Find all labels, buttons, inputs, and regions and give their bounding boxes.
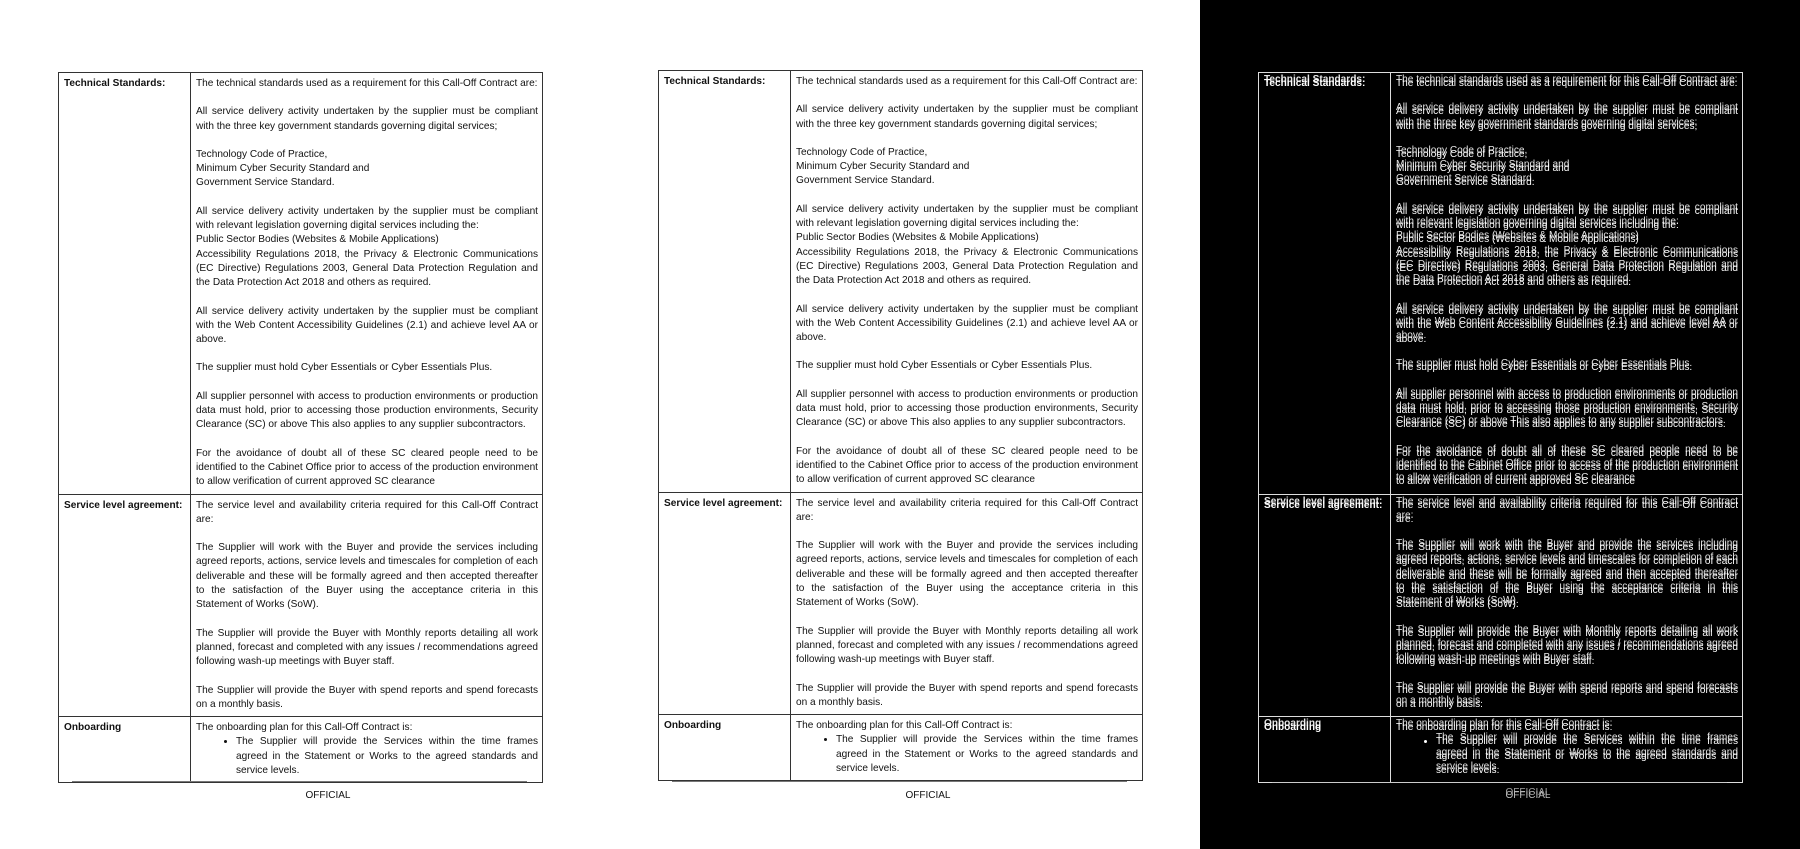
table-row (59, 494, 543, 717)
row-label-technical-standards: Technical Standards: (59, 73, 191, 495)
list-item: • The Supplier will provide the Services within the time frames agreed in the Statement or Works to the agreed standards and service levels. (1436, 735, 1738, 778)
table-row (59, 717, 543, 783)
row-content-service-level: The service level and availability criteria required for this Call-Off Contract are: The Supplier will work with the Buyer and provide the services including agreed reports, actions, service levels and timescales for completion of each deliverable and these will be formally agreed and then accepted thereafter to the satisfaction of the Buyer using the acceptance criteria in this Statement of Works (SoW). The Supplier will provide the Buyer with Monthly reports detailing all work planned, forecast and completed with any issues / recommendations agreed following wash-up meetings with Buyer staff. The Supplier will provide the Buyer with spend reports and spend forecasts on a monthly basis. (191, 494, 543, 717)
row-label-service-level: Service level agreement: (1259, 494, 1391, 717)
table-row (59, 73, 543, 495)
footer-divider (1272, 782, 1727, 783)
contract-table (58, 72, 543, 783)
onboarding-bullet-list (1396, 735, 1738, 778)
row-label-technical-standards: Technical Standards: (659, 71, 791, 493)
row-label-service-level: Service level agreement: (59, 494, 191, 717)
footer-classification: OFFICIAL (1505, 790, 1551, 801)
document-page-inverted (1200, 0, 1800, 849)
table-row (659, 715, 1143, 781)
table-row (1259, 73, 1743, 495)
row-content-onboarding: The onboarding plan for this Call-Off Contract is: • The Supplier will provide the Services within the time frames agreed in the Statement or Works to the agreed standards and service levels. (191, 717, 543, 783)
row-content-technical-standards: The technical standards used as a requirement for this Call-Off Contract are: All service delivery activity undertaken by the supplier must be compliant with the three key government standards governing digital services; Technology Code of Practice, Minimum Cyber Security Standard and Government Service Standard. All service delivery activity undertaken by the supplier must be compliant with relevant legislation governing digital services including the: Public Sector Bodies (Websites & Mobile Applications) Accessibility Regulations 2018, the Privacy & Electronic Communications (EC Directive) Regulations 2003, General Data Protection Regulation and the Data Protection Act 2018 and others as required. All service delivery activity undertaken by the supplier must be compliant with the Web Content Accessibility Guidelines (2.1) and achieve level AA or above. The supplier must hold Cyber Essentials or Cyber Essentials Plus. All supplier personnel with access to production environments or production data must hold, prior to accessing those production environments, Security Clearance (SC) or above This also applies to any supplier subcontractors. For the avoidance of doubt all of these SC cleared people need to be identified to the Cabinet Office prior to access of the production environment to allow verification of current approved SC clearance (791, 71, 1143, 493)
contract-table (658, 70, 1143, 781)
document-page-original (0, 0, 600, 849)
onboarding-bullet-list (196, 735, 538, 778)
footer-divider (72, 781, 527, 782)
row-content-onboarding: The onboarding plan for this Call-Off Contract is: • The Supplier will provide the Services within the time frames agreed in the Statement or Works to the agreed standards and service levels. (1391, 717, 1743, 783)
table-row (659, 492, 1143, 715)
row-content-technical-standards: The technical standards used as a requirement for this Call-Off Contract are: All service delivery activity undertaken by the supplier must be compliant with the three key government standards governing digital services; Technology Code of Practice, Minimum Cyber Security Standard and Government Service Standard. All service delivery activity undertaken by the supplier must be compliant with relevant legislation governing digital services including the: Public Sector Bodies (Websites & Mobile Applications) Accessibility Regulations 2018, the Privacy & Electronic Communications (EC Directive) Regulations 2003, General Data Protection Regulation and the Data Protection Act 2018 and others as required. All service delivery activity undertaken by the supplier must be compliant with the Web Content Accessibility Guidelines (2.1) and achieve level AA or above. The supplier must hold Cyber Essentials or Cyber Essentials Plus. All supplier personnel with access to production environments or production data must hold, prior to accessing those production environments, Security Clearance (SC) or above This also applies to any supplier subcontractors. For the avoidance of doubt all of these SC cleared people need to be identified to the Cabinet Office prior to access of the production environment to allow verification of current approved SC clearance (191, 73, 543, 495)
list-item: • The Supplier will provide the Services within the time frames agreed in the Statement or Works to the agreed standards and service levels. (836, 733, 1138, 776)
contract-table (1258, 72, 1743, 783)
table-row (659, 71, 1143, 493)
row-label-onboarding: Onboarding (1259, 717, 1391, 783)
row-content-onboarding: The onboarding plan for this Call-Off Contract is: • The Supplier will provide the Services within the time frames agreed in the Statement or Works to the agreed standards and service levels. (791, 715, 1143, 781)
table-row (1259, 717, 1743, 783)
footer-divider (672, 781, 1127, 782)
row-content-service-level: The service level and availability criteria required for this Call-Off Contract are: The Supplier will work with the Buyer and provide the services including agreed reports, actions, service levels and timescales for completion of each deliverable and these will be formally agreed and then accepted thereafter to the satisfaction of the Buyer using the acceptance criteria in this Statement of Works (SoW). The Supplier will provide the Buyer with Monthly reports detailing all work planned, forecast and completed with any issues / recommendations agreed following wash-up meetings with Buyer staff. The Supplier will provide the Buyer with spend reports and spend forecasts on a monthly basis. (1391, 494, 1743, 717)
row-label-onboarding: Onboarding (659, 715, 791, 781)
footer-classification: OFFICIAL (305, 790, 351, 801)
footer-classification: OFFICIAL (905, 790, 951, 801)
row-label-onboarding: Onboarding (59, 717, 191, 783)
table-row (1259, 494, 1743, 717)
row-content-technical-standards: The technical standards used as a requirement for this Call-Off Contract are: All service delivery activity undertaken by the supplier must be compliant with the three key government standards governing digital services; Technology Code of Practice, Minimum Cyber Security Standard and Government Service Standard. All service delivery activity undertaken by the supplier must be compliant with relevant legislation governing digital services including the: Public Sector Bodies (Websites & Mobile Applications) Accessibility Regulations 2018, the Privacy & Electronic Communications (EC Directive) Regulations 2003, General Data Protection Regulation and the Data Protection Act 2018 and others as required. All service delivery activity undertaken by the supplier must be compliant with the Web Content Accessibility Guidelines (2.1) and achieve level AA or above. The supplier must hold Cyber Essentials or Cyber Essentials Plus. All supplier personnel with access to production environments or production data must hold, prior to accessing those production environments, Security Clearance (SC) or above This also applies to any supplier subcontractors. For the avoidance of doubt all of these SC cleared people need to be identified to the Cabinet Office prior to access of the production environment to allow verification of current approved SC clearance (1391, 73, 1743, 495)
onboarding-bullet-list (796, 733, 1138, 776)
list-item: • The Supplier will provide the Services within the time frames agreed in the Statement or Works to the agreed standards and service levels. (236, 735, 538, 778)
document-page-copy (600, 0, 1200, 849)
row-content-service-level: The service level and availability criteria required for this Call-Off Contract are: The Supplier will work with the Buyer and provide the services including agreed reports, actions, service levels and timescales for completion of each deliverable and these will be formally agreed and then accepted thereafter to the satisfaction of the Buyer using the acceptance criteria in this Statement of Works (SoW). The Supplier will provide the Buyer with Monthly reports detailing all work planned, forecast and completed with any issues / recommendations agreed following wash-up meetings with Buyer staff. The Supplier will provide the Buyer with spend reports and spend forecasts on a monthly basis. (791, 492, 1143, 715)
row-label-service-level: Service level agreement: (659, 492, 791, 715)
row-label-technical-standards: Technical Standards: (1259, 73, 1391, 495)
